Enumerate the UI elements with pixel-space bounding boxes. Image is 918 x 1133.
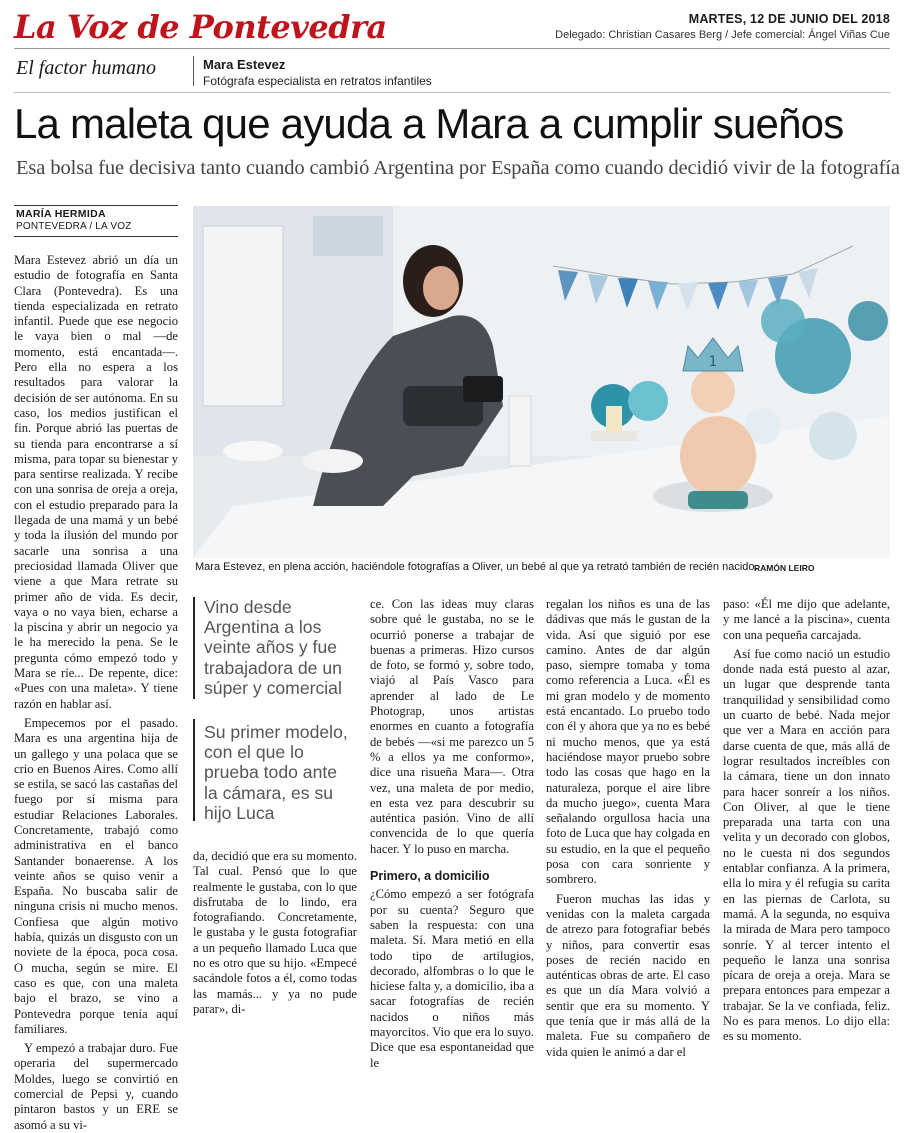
photo-credit: RAMÓN LEIRO — [754, 563, 815, 573]
masthead-logo: La Voz de Pontevedra — [14, 8, 387, 46]
paragraph: regalan los niños es una de las dádivas que más le gustan de la vida. Así que siguió por ese camino. Antes de dar algún paso, siempre tomaba y toma como referencia a Luca. «Él es mi gran modelo y de momento está encantado. Lo pruebo todo con él y ahora que ya no es bebé ni mucho menos, que ya está haciéndose mayor pruebo sobre todo las cosas que hago en la naturaleza, porque el aire libre da mucho juego», cuenta Mara señalando orgullosa hacia una foto de Luca que hay colgada en su estudio, en la que el pequeño posa con cara sonriente y sombrero. — [546, 597, 710, 887]
profile-role: Fotógrafa especialista en retratos infantiles — [203, 74, 432, 88]
author-name: MARÍA HERMIDA — [16, 208, 106, 220]
paragraph: da, decidió que era su momento. Tal cual. Pensó que lo que realmente le gustaba, con lo que disfrutaba de lo lindo, era fotografiando. Concretamente, le gustaba y le gusta fotografiar a un pequeño llamado Luca que no es otro que su hijo. «Empecé sacándole fotos a él, como todas las mamás... y ya no pude parar», di- — [193, 849, 357, 1016]
section-title: El factor humano — [16, 57, 156, 79]
photo-number: 1 — [708, 354, 718, 370]
article-subtitle: Primero, a domicilio — [370, 869, 490, 884]
paragraph: ¿Cómo empezó a ser fotógrafa por su cuenta? Seguro que saben la respuesta: con una maleta. Sí. Mara metió en ella todo tipo de artilugios, decorado, alfombras o lo que le hiciese falta y, a domicilio, iba a sacar fotografías de recién nacidos o niños más mayorcitos. Vio que era lo suyo. Dice que esa espontaneidad que le — [370, 887, 534, 1070]
photo-illustration — [193, 206, 890, 558]
header-divider — [14, 48, 890, 49]
article-headline: La maleta que ayuda a Mara a cumplir sueños — [14, 100, 844, 147]
article-subheadline: Esa bolsa fue decisiva tanto cuando cambió Argentina por España como cuando decidió vivir de la fotografía — [16, 157, 900, 179]
pullquote-rule — [193, 719, 195, 821]
pullquote-1: Vino desde Argentina a los veinte años y fue trabajadora de un súper y comercial — [204, 597, 342, 698]
paragraph: Y empezó a trabajar duro. Fue operaria del supermercado Moldes, luego se convirtió en comercial de Pepsi y, cuando pintaron bastos y un ERE se asomó a su vi- — [14, 1041, 178, 1132]
paragraph: ce. Con las ideas muy claras sobre qué le gustaba, no se le ocurrió ponerse a trabajar de buenas a primeras. Hizo cursos de foto, se formó y, sobre todo, viajó al País Vasco para aprender al lado de Le Photograp, unos artistas enormes en cuanto a fotografía de bebés —«si me parezco un 5 % a ellos ya me conformo», dice una risueña Mara—. Otra vez, una maleta de por medio, en esta vez para descubrir su auténtica pasión. Vino de allí convencida de lo que quería hacer. Y lo puso en marcha. — [370, 597, 534, 856]
photo-caption: Mara Estevez, en plena acción, haciéndole fotografías a Oliver, un bebé al que ya retrató también de recién nacido. — [195, 561, 758, 573]
section-separator — [193, 56, 194, 86]
paragraph: Así fue como nació un estudio donde nada está puesto al azar, un lugar que desprende tanta tranquilidad y sensibilidad como un cuarto de bebé. Nada mejor que ver a Mara en acción para darse cuenta de que, más allá de lograr resultados increíbles con la cámara, tiene un don innato para hacer sonreír a los niños. Con Oliver, al que le tiene preparada una tarta con una velita y un decorado con globos, no le cuesta ni dos segundos entablar confianza. A la primera, ella lo mira y él refugia su carita en las piernas de Carlota, su mamá. A la segunda, no esquiva la mirada de Mara pero tampoco sonríe. Y al tercer intento el pequeño le lanza una sonrisa pícara de oreja a oreja. Mara se prepara entonces para empezar a trabajar. Se la ve confiada, feliz. No es para menos. Lo dijo ella: es su momento. — [723, 646, 890, 1044]
issue-date: MARTES, 12 DE JUNIO DEL 2018 — [688, 12, 890, 26]
paragraph: Mara Estevez abrió un día un estudio de fotografía en Santa Clara (Pontevedra). Es una tienda especializada en retrato infantil. Puede que ese negocio le vaya bien o mal —de momento, está encantada—. Pero ella no espera a los resultados para valorar la decisión de ser autónoma. En su caso, los medios justifican el fin. Porque abrió las puertas de su tienda para encontrarse a sí misma, para topar su bienestar y para sentirse realizada. Y recibe con una sonrisa de oreja a oreja, con el estudio preparado para la llegada de una mamá y un bebé y toda la ilusión del mundo por sacarle una sonrisa a una preciosidad llamada Oliver que viene a que Mara retrate su primer año de vida. Es decir, vaya o no vaya bien, echarse a la piscina y abrir un negocio ya le ha merecido la pena. Se le pregunta cómo empezó todo y Mara se ríe... De repente, dice: «Pues con una maleta». Y tiene razón en hablar así. — [14, 253, 178, 711]
article-column-3 — [370, 597, 534, 1071]
staff-credits: Delegado: Christian Casares Berg / Jefe comercial: Ángel Viñas Cue — [555, 29, 890, 41]
pullquote-2: Su primer modelo, con el que lo prueba todo ante la cámara, es su hijo Luca — [204, 722, 348, 823]
article-photo — [193, 206, 890, 558]
paragraph: Empecemos por el pasado. Mara es una argentina hija de un gallego y una polaca que se crio en Buenos Aires. Como allí se estila, se sacó las castañas del fuego por sí misma para estudiar Relaciones Laborales. Concretamente, trabajó como administrativa en el banco Santander bonaerense. A los veinte años se quiso venir a España. No buscaba salir de ninguna crisis ni mucho menos. Confiesa que algún motivo había, quizás un disgusto con un noviete de la época, poca cosa. O mucha, según se mire. El caso es que, con una maleta bajo el brazo, se vino a Pontevedra porque tenía aquí familiares. — [14, 715, 178, 1036]
paragraph: Fueron muchas las idas y venidas con la maleta cargada de atrezo para fotografiar bebés y niños, para convertir esas poses de recién nacido en auténticas obras de arte. El caso es que un día Mara volvió a sentir que era su momento. Y que tenía que ir más allá de la maleta. Fue su compañero de vida quien le animó a dar el — [546, 891, 710, 1059]
section-divider — [14, 92, 890, 93]
article-column-2 — [193, 849, 357, 1017]
article-column-1 — [14, 253, 178, 1133]
byline-rule-bottom — [14, 236, 178, 237]
article-column-5 — [723, 597, 890, 1045]
dateline: PONTEVEDRA / LA VOZ — [16, 221, 132, 232]
paragraph: paso: «Él me dijo que adelante, y me lancé a la piscina», cuenta con una pequeña carcajada. — [723, 597, 890, 642]
article-column-4 — [546, 597, 710, 1060]
pullquote-rule — [193, 597, 195, 699]
byline-rule-top — [14, 205, 178, 206]
profile-name: Mara Estevez — [203, 57, 286, 72]
